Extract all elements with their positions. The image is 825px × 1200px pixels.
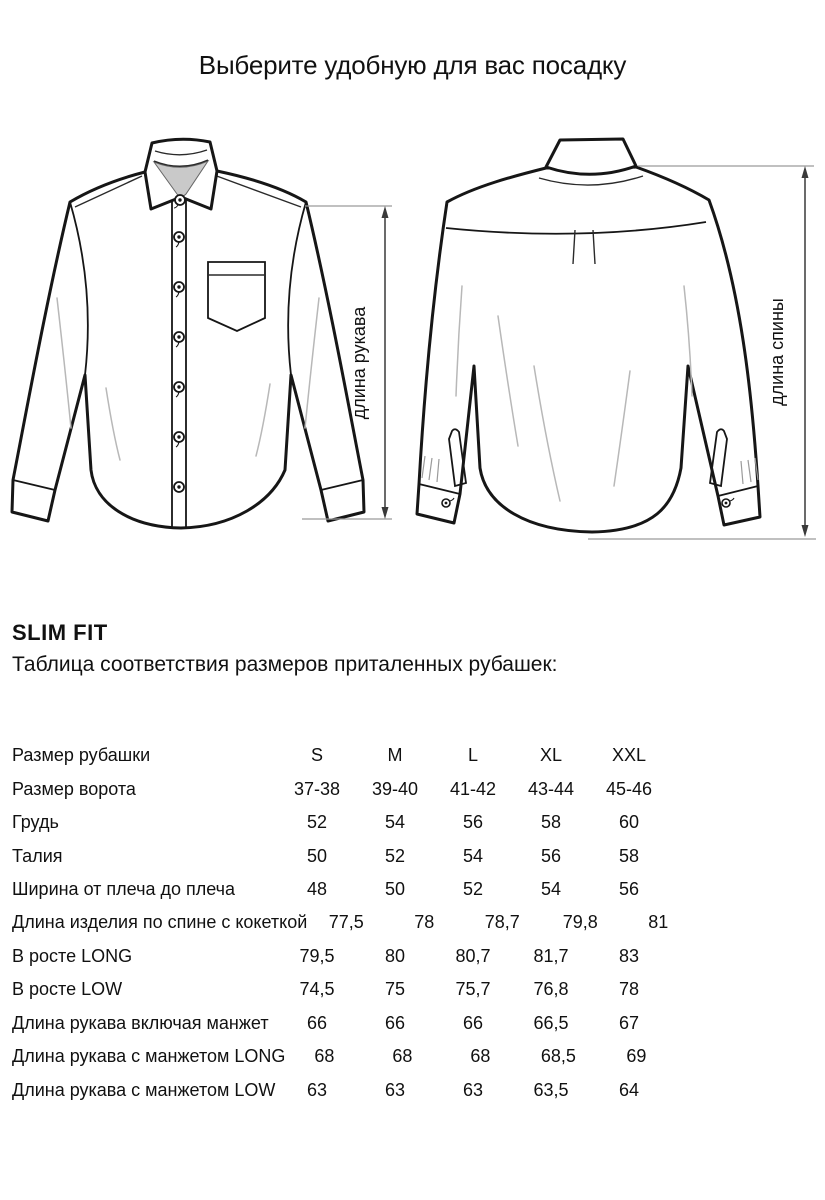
- row-value: 39-40: [371, 778, 419, 799]
- row-value: 58: [618, 845, 640, 866]
- row-value: 58: [540, 812, 562, 833]
- row-value: 54: [462, 845, 484, 866]
- row-value: 60: [618, 812, 640, 833]
- row-value: 74,5: [299, 979, 335, 1000]
- row-value: 81,7: [533, 945, 569, 966]
- table-row: [12, 973, 672, 1006]
- row-value: M: [387, 745, 403, 766]
- row-label: Грудь: [12, 812, 59, 833]
- row-value: 80: [384, 945, 406, 966]
- row-label: Длина изделия по спине с кокеткой: [12, 912, 308, 933]
- row-value: 69: [626, 1046, 647, 1067]
- back-length-label: длина спины: [767, 298, 787, 406]
- table-row: [12, 806, 672, 839]
- table-row: [12, 940, 672, 973]
- table-row: [12, 1007, 672, 1040]
- row-value: 56: [540, 845, 562, 866]
- row-value: 67: [618, 1012, 640, 1033]
- row-value: 54: [384, 812, 406, 833]
- button-detail: [174, 482, 184, 492]
- row-value: 52: [462, 878, 484, 899]
- row-value: S: [310, 745, 323, 766]
- row-value: 63: [462, 1079, 484, 1100]
- row-value: 80,7: [455, 945, 491, 966]
- row-value: 77,5: [328, 912, 364, 933]
- row-value: XXL: [611, 745, 647, 766]
- row-value: 63,5: [533, 1079, 569, 1100]
- row-value: XL: [539, 745, 563, 766]
- page-title: Выберите удобную для вас посадку: [198, 50, 627, 80]
- row-value: 68,5: [540, 1046, 576, 1067]
- row-value: 78: [618, 979, 640, 1000]
- row-label: Длина рукава включая манжет: [12, 1012, 269, 1033]
- back-collar: [546, 139, 636, 174]
- row-value: 66: [306, 1012, 328, 1033]
- row-label: Длина рукава с манжетом LONG: [12, 1046, 286, 1067]
- row-label: В росте LONG: [12, 945, 133, 966]
- table-row: [12, 772, 672, 805]
- row-value: 43-44: [527, 778, 575, 799]
- table-row: [12, 906, 672, 939]
- row-value: 56: [618, 878, 640, 899]
- table-row: [12, 839, 672, 872]
- row-value: 68: [392, 1046, 413, 1067]
- row-value: 75: [384, 979, 406, 1000]
- row-value: 56: [462, 812, 484, 833]
- shirt-back-outline: [417, 167, 760, 532]
- row-value: 48: [306, 878, 328, 899]
- table-row: [12, 873, 672, 906]
- row-label: Размер ворота: [12, 778, 136, 799]
- row-value: 78: [414, 912, 435, 933]
- shirt-front-outline: [12, 171, 364, 528]
- row-label: В росте LOW: [12, 979, 123, 1000]
- row-value: 83: [618, 945, 640, 966]
- table-row: [12, 739, 672, 772]
- row-label: Талия: [12, 845, 63, 866]
- row-value: 78,7: [484, 912, 520, 933]
- row-value: 66: [384, 1012, 406, 1033]
- table-row: [12, 1040, 672, 1073]
- row-label: Длина рукава с манжетом LOW: [12, 1079, 276, 1100]
- sleeve-length-label: длина рукава: [349, 306, 369, 420]
- row-value: L: [467, 745, 478, 766]
- row-value: 68: [314, 1046, 335, 1067]
- row-value: 50: [384, 878, 406, 899]
- row-value: 50: [306, 845, 328, 866]
- table-caption: Таблица соответствия размеров приталенных рубашек:: [12, 653, 558, 676]
- row-value: 37-38: [293, 778, 341, 799]
- row-value: 52: [384, 845, 406, 866]
- row-value: 63: [306, 1079, 328, 1100]
- row-value: 41-42: [449, 778, 497, 799]
- row-value: 63: [384, 1079, 406, 1100]
- size-table: [12, 739, 672, 1107]
- row-value: 79,5: [299, 945, 335, 966]
- row-value: 52: [306, 812, 328, 833]
- row-value: 54: [540, 878, 562, 899]
- fit-heading: SLIM FIT: [12, 620, 108, 645]
- row-label: Ширина от плеча до плеча: [12, 878, 236, 899]
- table-row: [12, 1073, 672, 1106]
- row-value: 68: [470, 1046, 491, 1067]
- row-value: 75,7: [455, 979, 491, 1000]
- row-value: 76,8: [533, 979, 569, 1000]
- row-value: 66,5: [533, 1012, 569, 1033]
- row-value: 79,8: [562, 912, 598, 933]
- row-value: 45-46: [605, 778, 653, 799]
- row-value: 81: [648, 912, 669, 933]
- row-value: 64: [618, 1079, 640, 1100]
- row-value: 66: [462, 1012, 484, 1033]
- row-label: Размер рубашки: [12, 745, 151, 766]
- shirt-front-drawing: [2, 128, 392, 548]
- shirt-back-drawing: [402, 126, 822, 554]
